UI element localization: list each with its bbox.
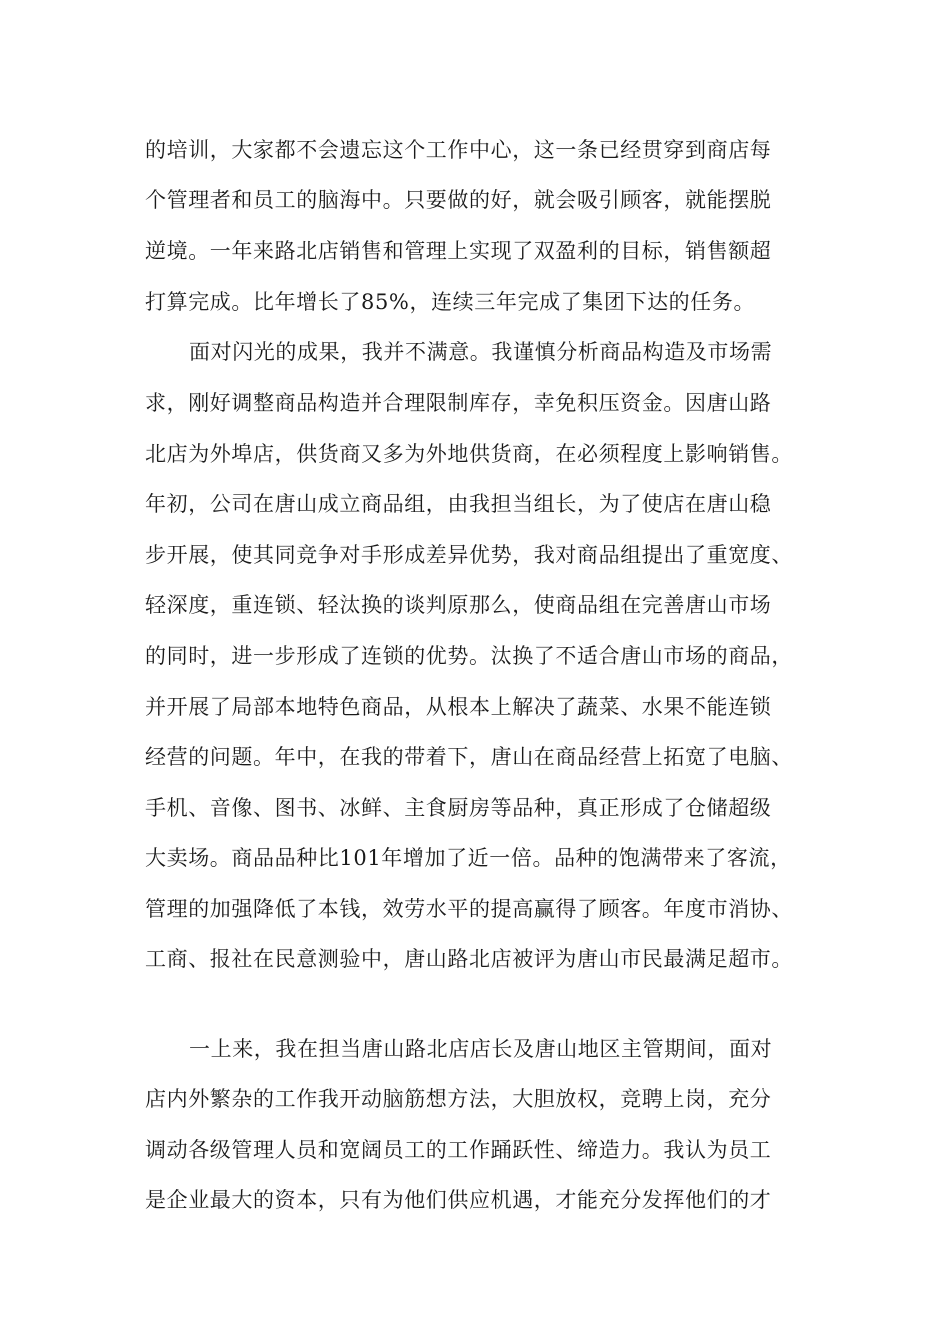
paragraph-3-line-3: 调动各级管理人员和宽阔员工的工作踊跃性、缔造力。我认为员工 xyxy=(145,1138,772,1162)
paragraph-2-line-7: 的同时，进一步形成了连锁的优势。汰换了不适合唐山市场的商品， xyxy=(145,644,793,668)
paragraph-2-line-8: 并开展了局部本地特色商品，从根本上解决了蔬菜、水果不能连锁 xyxy=(145,695,772,719)
paragraph-2-line-12: 管理的加强降低了本钱，效劳水平的提高赢得了顾客。年度市消协、 xyxy=(145,897,793,921)
paragraph-3-line-2: 店内外繁杂的工作我开动脑筋想方法，大胆放权，竞聘上岗，充分 xyxy=(145,1087,772,1111)
paragraph-2-line-2: 求，刚好调整商品构造并合理限制库存，幸免积压资金。因唐山路 xyxy=(145,391,772,415)
paragraph-3-line-1: 一上来，我在担当唐山路北店店长及唐山地区主管期间，面对 xyxy=(189,1037,773,1061)
paragraph-2-line-1: 面对闪光的成果，我并不满意。我谨慎分析商品构造及市场需 xyxy=(189,340,773,364)
paragraph-1-line-2: 个管理者和员工的脑海中。只要做的好，就会吸引顾客，就能摆脱 xyxy=(145,188,772,212)
paragraph-2-line-3: 北店为外埠店，供货商又多为外地供货商，在必须程度上影响销售。 xyxy=(145,442,793,466)
paragraph-2-line-9: 经营的问题。年中，在我的带着下，唐山在商品经营上拓宽了电脑、 xyxy=(145,745,793,769)
paragraph-2-line-4: 年初，公司在唐山成立商品组，由我担当组长，为了使店在唐山稳 xyxy=(145,492,772,516)
paragraph-2-line-11: 大卖场。商品品种比101年增加了近一倍。品种的饱满带来了客流， xyxy=(145,846,792,870)
paragraph-2-line-5: 步开展，使其同竞争对手形成差异优势，我对商品组提出了重宽度、 xyxy=(145,543,793,567)
paragraph-2-line-10: 手机、音像、图书、冰鲜、主食厨房等品种，真正形成了仓储超级 xyxy=(145,796,772,820)
paragraph-1-line-3: 逆境。一年来路北店销售和管理上实现了双盈利的目标，销售额超 xyxy=(145,239,772,263)
paragraph-2-line-13: 工商、报社在民意测验中，唐山路北店被评为唐山市民最满足超市。 xyxy=(145,947,793,971)
paragraph-2-line-6: 轻深度，重连锁、轻汰换的谈判原那么，使商品组在完善唐山市场 xyxy=(145,593,772,617)
paragraph-1-line-4: 打算完成。比年增长了85%，连续三年完成了集团下达的任务。 xyxy=(145,290,756,314)
paragraph-3-line-4: 是企业最大的资本，只有为他们供应机遇，才能充分发挥他们的才 xyxy=(145,1188,772,1212)
paragraph-1-line-1: 的培训，大家都不会遗忘这个工作中心，这一条已经贯穿到商店每 xyxy=(145,138,772,162)
